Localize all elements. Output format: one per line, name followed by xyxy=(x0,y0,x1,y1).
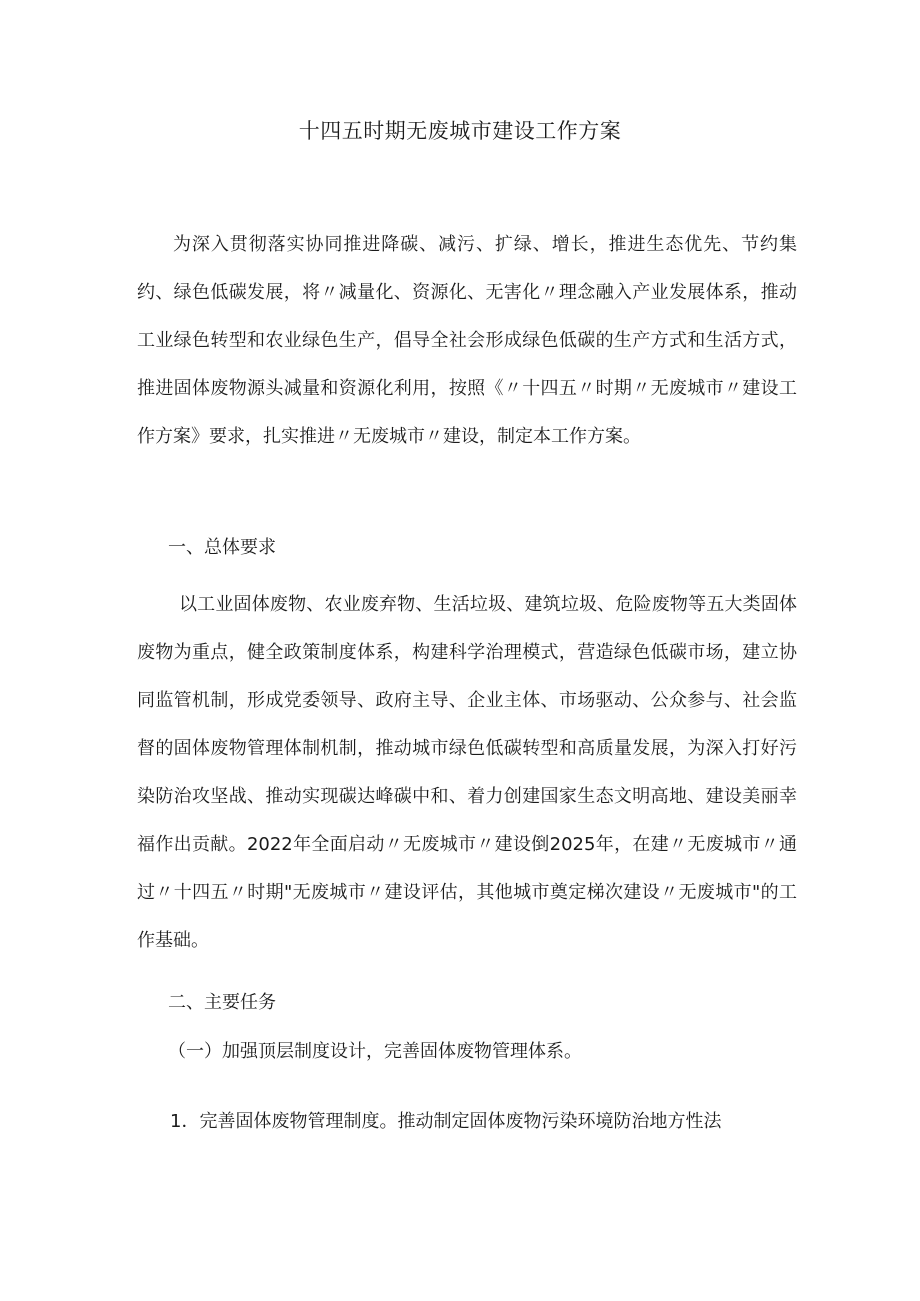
intro-paragraph: 为深入贯彻落实协同推进降碳、减污、扩绿、增长，推进生态优先、节约集约、绿色低碳发展，将〃减量化、资源化、无害化〃理念融入产业发展体系，推动工业绿色转型和农业绿色生产，倡导全社会形成绿色低碳的生产方式和生活方式，推进固体废物源头减量和资源化利用，按照《〃十四五〃时期〃无废城市〃建设工作方案》要求，扎实推进〃无废城市〃建设，制定本工作方案。 xyxy=(137,234,797,447)
section-heading-main-tasks: 二、主要任务 xyxy=(168,992,276,1013)
subsection-heading-top-level-design: （一）加强顶层制度设计，完善固体废物管理体系。 xyxy=(168,1041,582,1062)
document-title: 十四五时期无废城市建设工作方案 xyxy=(298,119,622,143)
section-heading-general-requirements: 一、总体要求 xyxy=(168,537,276,558)
task-item-1: 1．完善固体废物管理制度。推动制定固体废物污染环境防治地方性法 xyxy=(170,1111,722,1132)
general-requirements-paragraph: 以工业固体废物、农业废弃物、生活垃圾、建筑垃圾、危险废物等五大类固体废物为重点，健全政策制度体系，构建科学治理模式，营造绿色低碳市场，建立协同监管机制，形成党委领导、政府主导、企业主体、市场驱动、公众参与、社会监督的固体废物管理体制机制，推动城市绿色低碳转型和高质量发展，为深入打好污染防治攻坚战、推动实现碳达峰碳中和、着力创建国家生态文明高地、建设美丽幸福作出贡献。2022年全面启动〃无废城市〃建设倒2025年，在建〃无废城市〃通过〃十四五〃时期"无废城市〃建设评估，其他城市奠定梯次建设〃无废城市"的工作基础。 xyxy=(137,594,797,951)
